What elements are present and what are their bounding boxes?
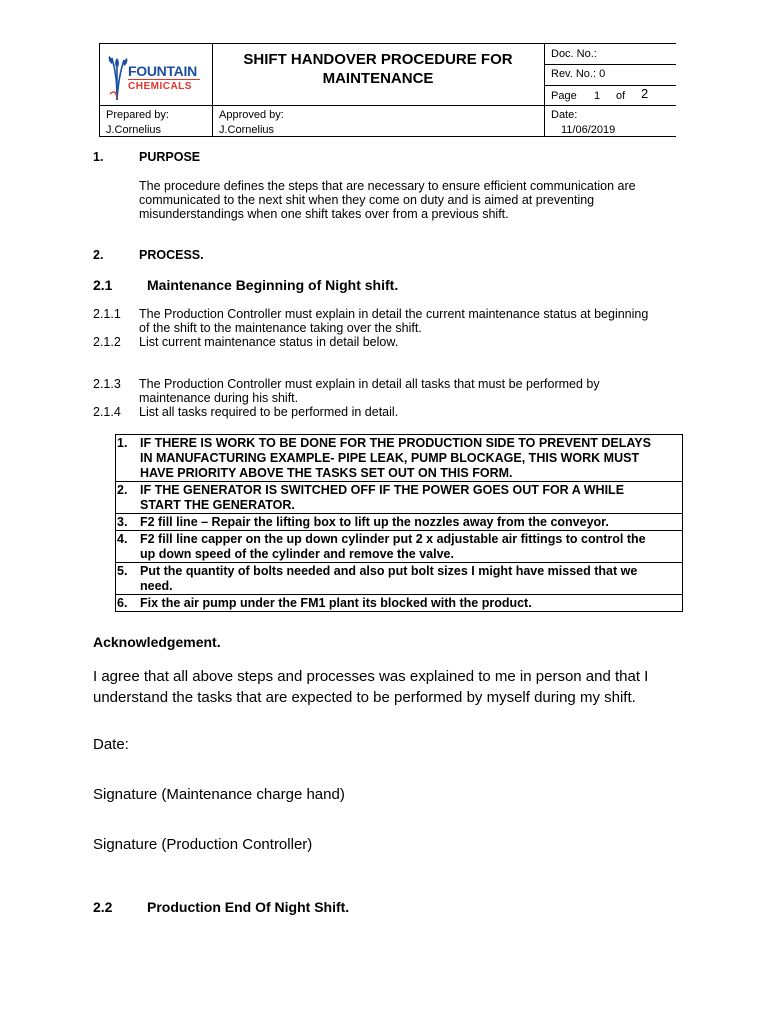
task-line: HAVE PRIORITY ABOVE THE TASKS SET OUT ON THIS FORM.: [140, 466, 513, 480]
wheat-logo-icon: [106, 54, 128, 100]
task-line: IN MANUFACTURING EXAMPLE- PIPE LEAK, PUMP BLOCKAGE, THIS WORK MUST: [140, 451, 640, 465]
item-line: maintenance during his shift.: [139, 391, 299, 405]
item-text: List all tasks required to be performed in detail.: [139, 405, 399, 419]
approved-by-value: J.Cornelius: [219, 124, 275, 136]
acknowledgement-text: [93, 666, 693, 708]
subsection-title: Maintenance Beginning of Night shift.: [147, 277, 399, 293]
task-line: need.: [140, 579, 173, 593]
doc-no-label: Doc. No.:: [551, 48, 597, 60]
date-value: 11/06/2019: [561, 124, 616, 136]
prepared-by-value: J.Cornelius: [106, 124, 162, 136]
task-row: [116, 595, 682, 612]
item-number: 2.1.3: [93, 377, 121, 391]
task-row: [116, 482, 682, 514]
prepared-by-label: Prepared by:: [106, 109, 169, 121]
task-row: [116, 531, 682, 563]
section-number: 2.: [93, 248, 104, 262]
acknowledgement-line: understand the tasks that are expected to be performed by myself during my shift.: [93, 689, 636, 706]
signature-production-label: Signature (Production Controller): [93, 836, 313, 853]
task-line: Put the quantity of bolts needed and also put bolt sizes I might have missed that we: [140, 564, 638, 578]
approved-by-label: Approved by:: [219, 109, 284, 121]
task-row: [116, 514, 682, 531]
task-line: IF THERE IS WORK TO BE DONE FOR THE PRODUCTION SIDE TO PREVENT DELAYS: [140, 436, 651, 450]
signature-maintenance-label: Signature (Maintenance charge hand): [93, 786, 345, 803]
divider: [545, 85, 676, 86]
task-line: IF THE GENERATOR IS SWITCHED OFF IF THE POWER GOES OUT FOR A WHILE: [140, 483, 625, 497]
date-label: Date:: [551, 109, 578, 121]
task-table: [115, 434, 683, 612]
purpose-paragraph: [139, 179, 679, 221]
subsection-title: Production End Of Night Shift.: [147, 899, 350, 915]
section-number: 1.: [93, 150, 104, 164]
item-line: The Production Controller must explain in detail all tasks that must be performed by: [139, 377, 600, 391]
paragraph-line: misunderstandings when one shift takes over from a previous shift.: [139, 207, 509, 221]
paragraph-line: The procedure defines the steps that are necessary to ensure efficient communication are: [139, 179, 636, 193]
document-title: [213, 50, 543, 88]
item-line: The Production Controller must explain in detail the current maintenance status at beginning: [139, 307, 649, 321]
page-label: Page: [551, 90, 577, 102]
task-row: [116, 435, 682, 482]
section-title: PROCESS.: [139, 248, 204, 262]
logo-text-primary: FOUNTAIN: [128, 63, 197, 79]
item-number: 2.1.4: [93, 405, 121, 419]
subsection-number: 2.1: [93, 277, 113, 293]
acknowledgement-title: Acknowledgement.: [93, 634, 221, 650]
task-number: 5.: [117, 564, 128, 578]
divider: [544, 44, 545, 137]
item-text: [139, 377, 679, 405]
item-text: [139, 307, 679, 335]
task-line: Fix the air pump under the FM1 plant its blocked with the product.: [140, 596, 532, 610]
divider: [100, 105, 676, 106]
task-number: 6.: [117, 596, 128, 610]
task-number: 2.: [117, 483, 128, 497]
item-text: List current maintenance status in detail below.: [139, 335, 399, 349]
logo-text-secondary: CHEMICALS: [128, 81, 192, 92]
divider: [545, 64, 676, 65]
rev-no-label: Rev. No.: 0: [551, 68, 606, 80]
task-line: F2 fill line capper on the up down cylinder put 2 x adjustable air fittings to control the: [140, 532, 646, 546]
task-line: F2 fill line – Repair the lifting box to lift up the nozzles away from the conveyor.: [140, 515, 609, 529]
ack-date-label: Date:: [93, 736, 129, 753]
acknowledgement-line: I agree that all above steps and processes was explained to me in person and that I: [93, 668, 649, 685]
company-logo: [102, 48, 210, 102]
subsection-number: 2.2: [93, 899, 113, 915]
item-number: 2.1.2: [93, 335, 121, 349]
page-total: 2: [641, 86, 649, 101]
page-of-label: of: [616, 90, 626, 102]
logo-underline: [128, 79, 200, 80]
document-header: [99, 43, 676, 137]
item-number: 2.1.1: [93, 307, 121, 321]
task-number: 1.: [117, 436, 128, 450]
task-number: 3.: [117, 515, 128, 529]
task-row: [116, 563, 682, 595]
task-line: START THE GENERATOR.: [140, 498, 295, 512]
item-line: of the shift to the maintenance taking over the shift.: [139, 321, 422, 335]
paragraph-line: communicated to the next shit when they come on duty and is aimed at preventing: [139, 193, 595, 207]
task-number: 4.: [117, 532, 128, 546]
section-title: PURPOSE: [139, 150, 201, 164]
page-current: 1: [594, 90, 601, 102]
task-line: up down speed of the cylinder and remove the valve.: [140, 547, 454, 561]
title-line: MAINTENANCE: [322, 70, 434, 87]
title-line: SHIFT HANDOVER PROCEDURE FOR: [243, 51, 513, 68]
